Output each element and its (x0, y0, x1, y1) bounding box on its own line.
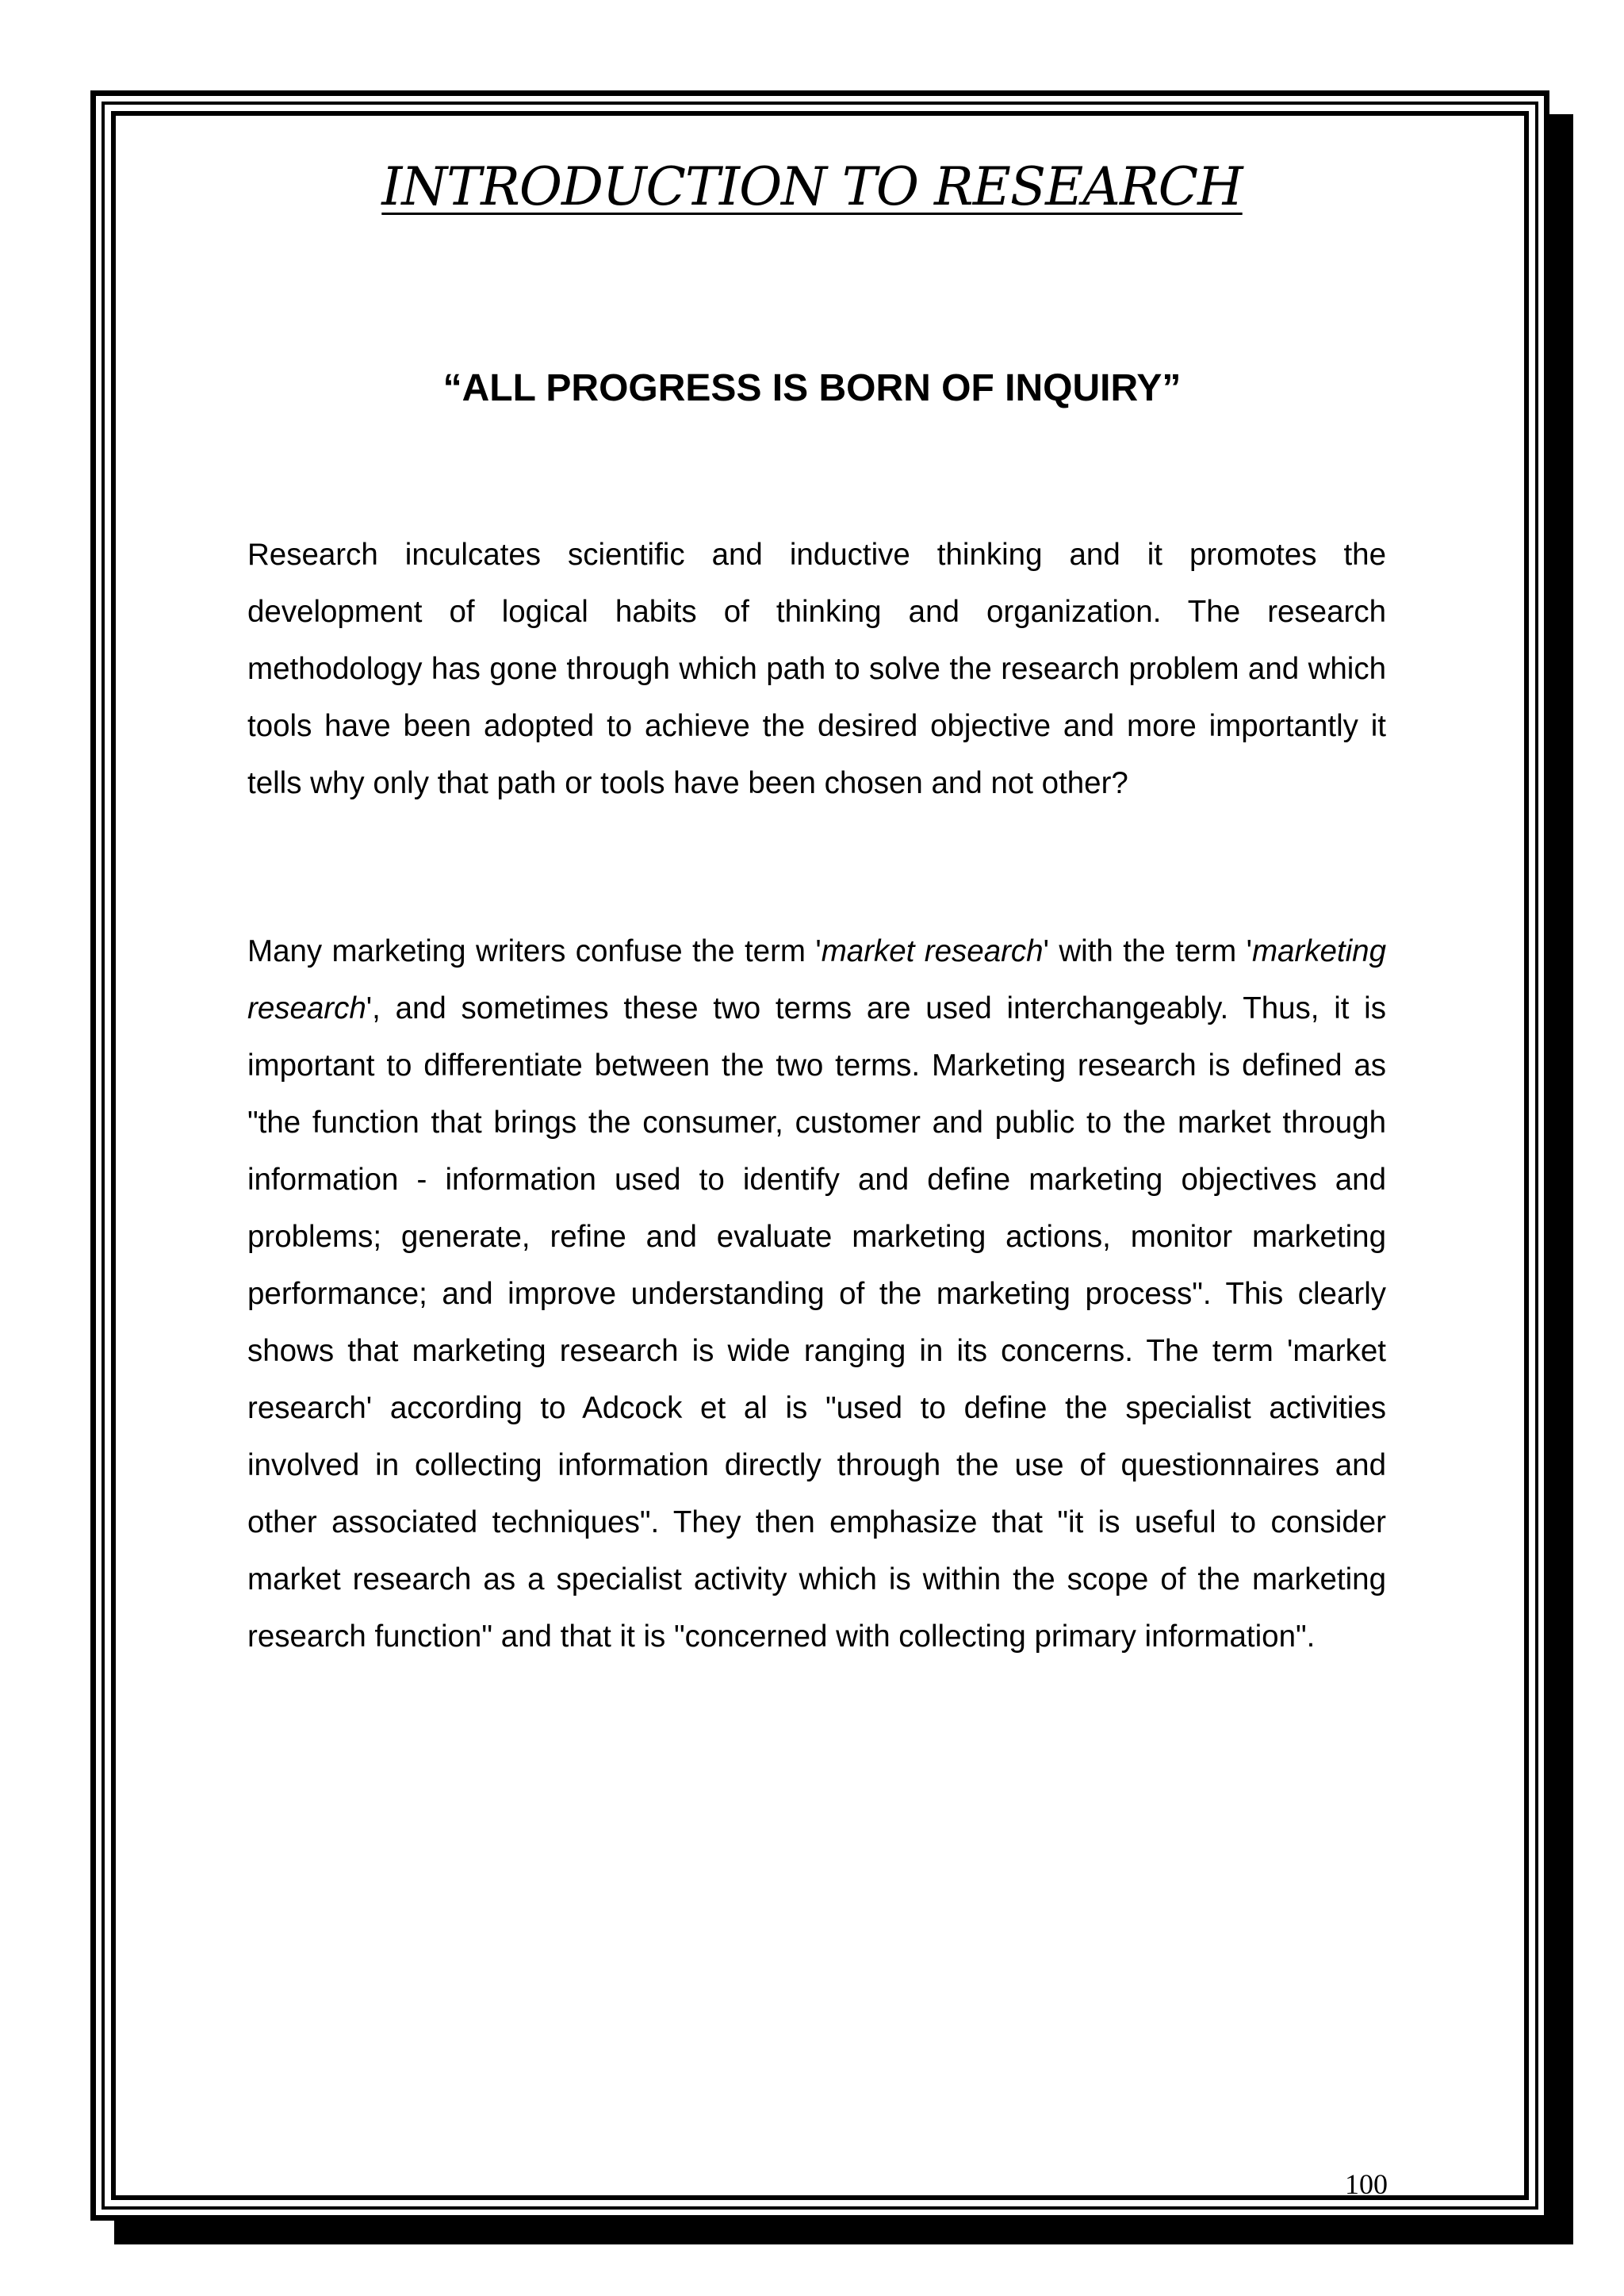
paragraph-1: Research inculcates scientific and inductive thinking and it promotes the development of logical habits of thinking and organization. The research methodology has gone through which path to solve the research problem and which tools have been adopted to achieve the desired objective and more importantly it tells why only that path or tools have been chosen and not other? (247, 538, 1386, 800)
paragraph-2-italic-2: marketing research (247, 934, 1386, 1025)
page-number: 100 (1345, 2168, 1388, 2200)
paragraph-2-text-1: Many marketing writers confuse the term ' (247, 934, 822, 968)
paragraph-2-text-3: ', and sometimes these two terms are used interchangeably. Thus, it is important to differentiate between the two terms. Marketing research is defined as "the function that brings the consumer, customer and public to the market through information - information used to identify and define marketing objectives and problems; generate, refine and evaluate marketing actions, monitor marketing performance; and improve understanding of the marketing process". This clearly shows that marketing research is wide ranging in its concerns. The term 'market research' according to Adcock et al is "used to define the specialist activities involved in collecting information directly through the use of questionnaires and other associated techniques". They then emphasize that "it is useful to consider market research as a specialist activity which is within the scope of the marketing research function" and that it is "concerned with collecting primary information". (247, 991, 1386, 1654)
paragraph-2 (247, 923, 1386, 1665)
paragraph-2-italic-1: market research (821, 934, 1044, 968)
paragraph-2-text-2: ' with the term ' (1043, 934, 1252, 968)
page-title: INTRODUCTION TO RESEARCH (381, 156, 1243, 217)
quote-heading: “ALL PROGRESS IS BORN OF INQUIRY” (442, 367, 1182, 409)
